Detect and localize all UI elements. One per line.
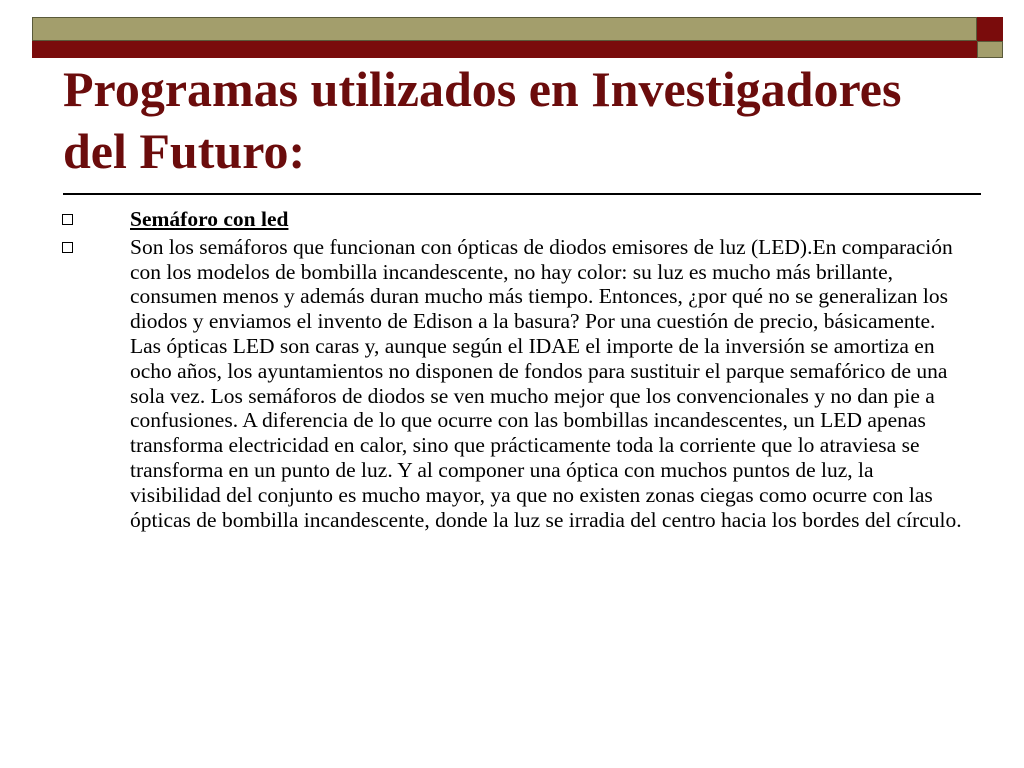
header-corner-maroon xyxy=(977,17,1003,41)
header-band-maroon xyxy=(32,41,977,58)
title-divider xyxy=(63,193,981,195)
slide-title: Programas utilizados en Investigadores del Futuro: xyxy=(63,61,902,179)
bullet-item-body xyxy=(0,235,965,533)
bullet-item-heading xyxy=(0,207,965,232)
bullet-body-text: Son los semáforos que funcionan con ópticas de diodos emisores de luz (LED).En comparación con los modelos de bombilla incandescente, no hay color: su luz es mucho más brillante, consumen menos y además duran mucho más tiempo. Entonces, ¿por qué no se generalizan los diodos y enviamos el invento de Edison a la basura? Por una cuestión de precio, básicamente. Las ópticas LED son caras y, aunque según el IDAE el importe de la inversión se amortiza en ocho años, los ayuntamientos no disponen de fondos para sustituir el parque semafórico de una sola vez. Los semáforos de diodos se ven mucho mejor que los convencionales y no dan pie a confusiones. A diferencia de lo que ocurre con las bombillas incandescentes, un LED apenas transforma electricidad en calor, sino que prácticamente toda la corriente que lo atraviesa se transforma en un punto de luz. Y al componer una óptica con muchos puntos de luz, la visibilidad del conjunto es mucho mayor, ya que no existen zonas ciegas como ocurre con las ópticas de bombilla incandescente, donde la luz se irradia del centro hacia los bordes del círculo. xyxy=(130,234,962,532)
hollow-square-bullet-icon xyxy=(62,214,73,225)
hollow-square-bullet-icon xyxy=(62,242,73,253)
header-band-olive xyxy=(32,17,977,41)
header-corner-olive xyxy=(977,41,1003,58)
bullet-list xyxy=(0,207,1024,532)
bullet-heading-text: Semáforo con led xyxy=(130,207,289,231)
